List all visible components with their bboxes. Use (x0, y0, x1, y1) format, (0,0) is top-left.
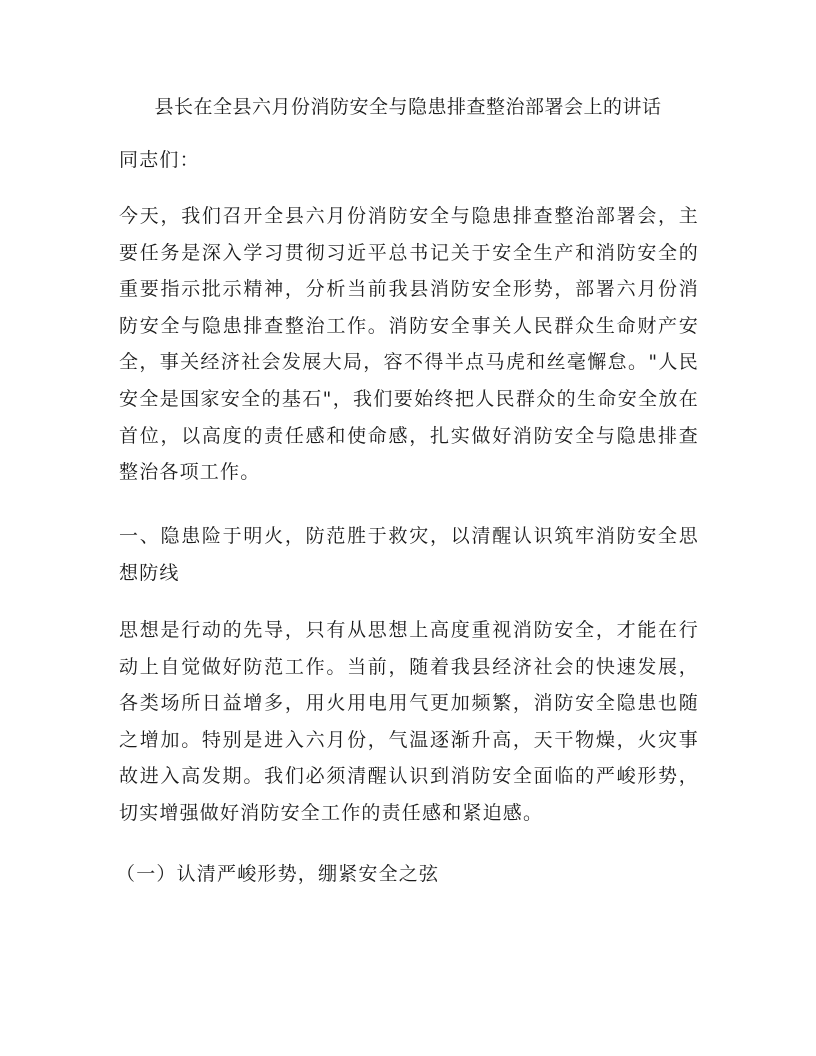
subsection-heading-1: （一）认清严峻形势，绷紧安全之弦 (116, 863, 440, 885)
salutation: 同志们： (119, 149, 200, 171)
paragraph-thinking: 思想是行动的先导，只有从思想上高度重视消防安全，才能在行动上自觉做好防范工作。当前，随着我县经济社会的快速发展，各类场所日益增多，用火用电用气更加频繁，消防安全隐患也随之增加。特别是进入六月份，气温逐渐升高，天干物燥，火灾事故进入高发期。我们必须清醒认识到消防安全面临的严峻形势，切实增强做好消防安全工作的责任感和紧迫感。 (119, 619, 699, 824)
paragraph-intro: 今天，我们召开全县六月份消防安全与隐患排查整治部署会，主要任务是深入学习贯彻习近平总书记关于安全生产和消防安全的重要指示批示精神，分析当前我县消防安全形势，部署六月份消防安全与隐患排查整治工作。消防安全事关人民群众生命财产安全，事关经济社会发展大局，容不得半点马虎和丝毫懈怠。"人民安全是国家安全的基石"，我们要始终把人民群众的生命安全放在首位，以高度的责任感和使命感，扎实做好消防安全与隐患排查整治各项工作。 (119, 205, 699, 484)
section-heading-1: 一、隐患险于明火，防范胜于救灾，以清醒认识筑牢消防安全思想防线 (119, 525, 699, 584)
document-title: 县长在全县六月份消防安全与隐患排查整治部署会上的讲话 (154, 96, 662, 118)
